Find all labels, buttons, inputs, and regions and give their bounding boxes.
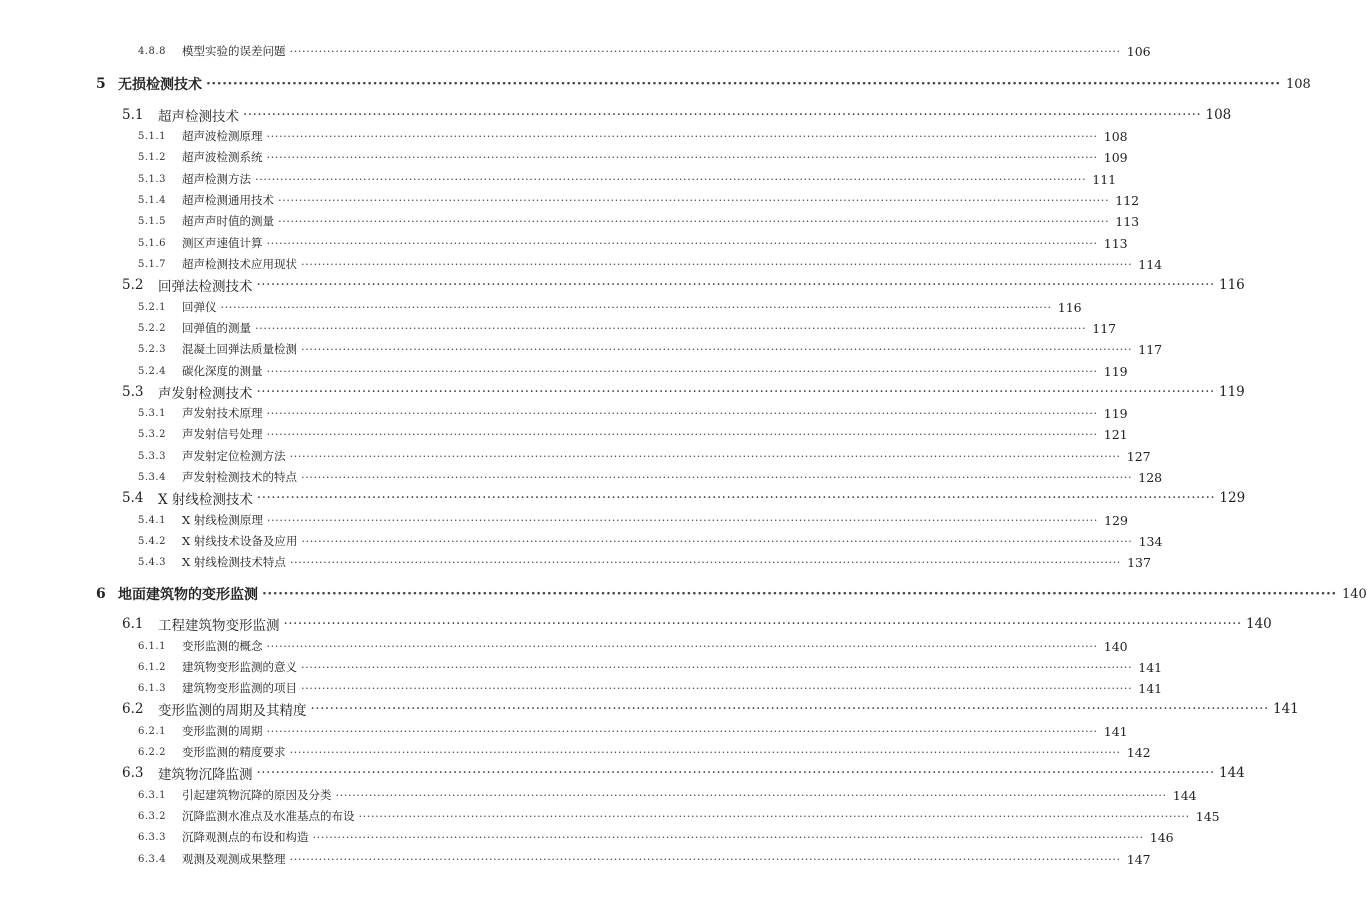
dot-leader: ········································································································································································································ — [266, 236, 1098, 250]
dot-leader: ········································································································································································································ — [289, 745, 1121, 759]
toc-entry-number: 6.3 — [122, 765, 144, 781]
dot-leader: ········································································································································································································ — [358, 809, 1190, 823]
dot-leader: ········································································································································································································ — [256, 490, 1216, 506]
toc-entry-number: 6.3.2 — [138, 810, 166, 822]
toc-entry-title: 引起建筑物沉降的原因及分类 — [182, 788, 332, 802]
toc-entry[interactable] — [138, 635, 1128, 657]
toc-entry-number: 6.3.1 — [138, 789, 166, 801]
toc-entry[interactable] — [138, 40, 1151, 62]
toc-entry[interactable] — [138, 530, 1163, 552]
toc-entry-page: 116 — [1057, 299, 1082, 315]
toc-entry-number: 5.4 — [122, 490, 144, 506]
toc-entry-number: 5.2 — [122, 277, 144, 293]
toc-entry-page: 119 — [1103, 363, 1128, 379]
toc-entry-number: 5.1.2 — [138, 151, 166, 163]
toc-entry-title: 超声检测技术 — [158, 109, 239, 125]
toc-entry-title: 声发射信号处理 — [182, 427, 263, 441]
toc-entry-page: 141 — [1138, 659, 1163, 675]
dot-leader: ········································································································································································································ — [266, 724, 1098, 738]
toc-entry-title: 声发射检测技术的特点 — [182, 470, 297, 484]
toc-entry[interactable] — [138, 125, 1128, 147]
toc-entry-number: 5.4.2 — [138, 535, 166, 547]
toc-entry-page: 113 — [1103, 235, 1128, 251]
dot-leader: ········································································································································································································ — [266, 364, 1098, 378]
toc-entry-page: 129 — [1219, 490, 1246, 506]
toc-entry-number: 6.2 — [122, 701, 144, 717]
toc-entry-number: 6.2.1 — [138, 725, 166, 737]
toc-entry-number: 5.1.4 — [138, 194, 166, 206]
toc-entry-page: 117 — [1092, 320, 1117, 336]
toc-entry[interactable] — [122, 104, 1232, 126]
toc-entry-title: 变形监测的概念 — [182, 639, 263, 653]
toc-entry-number: 5.1 — [122, 107, 144, 123]
toc-entry-title: 沉降监测水准点及水准基点的布设 — [182, 809, 355, 823]
toc-entry-page: 141 — [1138, 680, 1163, 696]
toc-entry-number: 5.3.1 — [138, 407, 166, 419]
toc-entry-title: 无损检测技术 — [118, 77, 202, 93]
dot-leader: ········································································································································································································ — [301, 534, 1133, 548]
toc-entry[interactable] — [138, 402, 1128, 424]
toc-entry-page: 140 — [1341, 586, 1367, 602]
toc-entry-number: 5.4.3 — [138, 556, 166, 568]
toc-entry-page: 116 — [1218, 277, 1245, 293]
toc-entry[interactable] — [138, 445, 1151, 467]
toc-entry-title: 超声检测技术应用现状 — [182, 257, 297, 271]
dot-leader: ········································································································································································································ — [220, 300, 1052, 314]
dot-leader: ········································································································································································································ — [266, 513, 1098, 527]
toc-entry-title: X 射线技术设备及应用 — [182, 534, 298, 548]
toc-entry[interactable] — [138, 805, 1220, 827]
toc-entry-number: 5.2.2 — [138, 322, 166, 334]
toc-entry[interactable] — [122, 381, 1245, 403]
toc-entry-number: 5.1.7 — [138, 258, 166, 270]
dot-leader: ········································································································································································································ — [256, 384, 1215, 400]
toc-entry-number: 6.3.3 — [138, 831, 166, 843]
dot-leader: ········································································································································································································ — [301, 257, 1133, 271]
toc-entry-number: 6.3.4 — [138, 853, 166, 865]
toc-entry[interactable] — [122, 698, 1299, 720]
toc-entry-title: 超声波检测系统 — [182, 150, 263, 164]
toc-entry-title: 混凝土回弹法质量检测 — [182, 342, 297, 356]
toc-entry-page: 141 — [1272, 701, 1299, 717]
toc-entry-page: 111 — [1092, 171, 1117, 187]
dot-leader: ········································································································································································································ — [262, 586, 1337, 602]
toc-entry-page: 108 — [1205, 107, 1232, 123]
toc-entry-number: 6.1.2 — [138, 661, 166, 673]
toc-entry-page: 144 — [1172, 787, 1197, 803]
toc-entry[interactable] — [138, 146, 1128, 168]
toc-entry[interactable] — [138, 826, 1174, 848]
toc-entry[interactable] — [138, 423, 1128, 445]
dot-leader: ········································································································································································································ — [256, 277, 1215, 293]
toc-entry-page: 114 — [1138, 256, 1163, 272]
toc-entry-page: 144 — [1218, 765, 1245, 781]
dot-leader: ········································································································································································································ — [301, 342, 1133, 356]
dot-leader: ········································································································································································································ — [243, 107, 1202, 123]
toc-entry[interactable] — [138, 848, 1151, 870]
toc-entry-title: 声发射检测技术 — [158, 386, 253, 402]
toc-entry[interactable] — [122, 274, 1245, 296]
toc-entry[interactable] — [138, 360, 1128, 382]
dot-leader: ········································································································································································································ — [266, 129, 1098, 143]
dot-leader: ········································································································································································································ — [206, 76, 1281, 92]
dot-leader: ········································································································································································································ — [289, 449, 1121, 463]
toc-entry-page: 113 — [1115, 213, 1140, 229]
toc-entry-number: 5.1.1 — [138, 130, 166, 142]
dot-leader: ········································································································································································································ — [335, 788, 1167, 802]
toc-entry-page: 117 — [1138, 341, 1163, 357]
toc-entry-title: X 射线检测技术 — [158, 492, 253, 508]
toc-entry-number: 5.1.5 — [138, 215, 166, 227]
dot-leader: ········································································································································································································ — [266, 427, 1098, 441]
toc-entry-page: 108 — [1285, 76, 1311, 92]
toc-entry-number: 6.1 — [122, 616, 144, 632]
toc-entry[interactable] — [138, 296, 1082, 318]
toc-entry-page: 128 — [1138, 469, 1163, 485]
toc-entry-title: 地面建筑物的变形监测 — [118, 587, 258, 603]
toc-entry-number: 5.1.3 — [138, 173, 166, 185]
toc-entry[interactable] — [138, 741, 1151, 763]
toc-entry-page: 119 — [1103, 405, 1128, 421]
toc-entry-page: 129 — [1104, 512, 1128, 528]
toc-entry-title: 超声波检测原理 — [182, 129, 263, 143]
toc-entry-title: 碳化深度的测量 — [182, 364, 263, 378]
dot-leader: ········································································································································································································ — [310, 701, 1269, 717]
toc-entry-page: 147 — [1126, 851, 1151, 867]
dot-leader: ········································································································································································································ — [255, 321, 1087, 335]
toc-entry-title: 变形监测的周期 — [182, 724, 263, 738]
toc-entry-number: 5.2.1 — [138, 301, 166, 313]
toc-entry[interactable] — [122, 762, 1245, 784]
toc-entry-page: 112 — [1115, 192, 1140, 208]
toc-entry[interactable] — [138, 466, 1163, 488]
toc-entry-page: 141 — [1103, 723, 1128, 739]
toc-entry-title: 建筑物沉降监测 — [158, 767, 253, 783]
toc-entry-number: 6.1.3 — [138, 682, 166, 694]
toc-entry-page: 142 — [1126, 744, 1151, 760]
toc-entry-page: 140 — [1103, 638, 1128, 654]
toc-entry-number: 5.4.1 — [138, 514, 166, 526]
toc-entry-number: 6 — [96, 586, 106, 602]
toc-entry-page: 145 — [1195, 808, 1220, 824]
dot-leader: ········································································································································································································ — [312, 830, 1144, 844]
toc-entry-title: 变形监测的精度要求 — [182, 745, 286, 759]
dot-leader: ········································································································································································································ — [301, 470, 1133, 484]
toc-entry[interactable] — [138, 168, 1117, 190]
dot-leader: ········································································································································································································ — [278, 214, 1110, 228]
toc-entry-page: 106 — [1126, 43, 1151, 59]
toc-entry-page: 108 — [1103, 128, 1128, 144]
toc-entry[interactable] — [138, 720, 1128, 742]
toc-entry-number: 5.2.3 — [138, 343, 166, 355]
toc-entry[interactable] — [138, 551, 1151, 573]
toc-entry-number: 5.2.4 — [138, 365, 166, 377]
toc-entry-number: 5.3.2 — [138, 428, 166, 440]
toc-entry-page: 140 — [1245, 616, 1272, 632]
dot-leader: ········································································································································································································ — [289, 852, 1121, 866]
toc-entry-title: X 射线检测原理 — [182, 513, 263, 527]
toc-entry-title: 回弹值的测量 — [182, 321, 251, 335]
dot-leader: ········································································································································································································ — [283, 616, 1242, 632]
toc-entry[interactable] — [138, 232, 1128, 254]
toc-entry[interactable] — [122, 487, 1246, 509]
toc-entry-page: 134 — [1138, 533, 1163, 549]
toc-entry-page: 137 — [1127, 554, 1151, 570]
toc-entry[interactable] — [138, 656, 1163, 678]
toc-entry[interactable] — [96, 72, 1311, 96]
toc-entry-page: 109 — [1103, 149, 1128, 165]
toc-entry-number: 6.2.2 — [138, 746, 166, 758]
toc-entry[interactable] — [138, 338, 1163, 360]
toc-entry-title: 声发射定位检测方法 — [182, 449, 286, 463]
toc-entry-title: 测区声速值计算 — [182, 236, 263, 250]
toc-entry[interactable] — [122, 613, 1272, 635]
toc-entry-title: 模型实验的误差问题 — [182, 44, 286, 58]
toc-entry-title: 超声检测通用技术 — [182, 193, 274, 207]
toc-entry-title: 变形监测的周期及其精度 — [158, 703, 307, 719]
dot-leader: ········································································································································································································ — [301, 681, 1133, 695]
toc-entry-title: 工程建筑物变形监测 — [158, 618, 280, 634]
dot-leader: ········································································································································································································ — [256, 765, 1215, 781]
toc-entry-title: 声发射技术原理 — [182, 406, 263, 420]
toc-entry-page: 121 — [1103, 426, 1128, 442]
toc-entry-number: 5.3.4 — [138, 471, 166, 483]
toc-entry-title: 观测及观测成果整理 — [182, 852, 286, 866]
dot-leader: ········································································································································································································ — [266, 406, 1098, 420]
toc-entry-number: 5 — [96, 76, 106, 92]
toc-entry-number: 6.1.1 — [138, 640, 166, 652]
toc-entry[interactable] — [138, 189, 1140, 211]
toc-entry-number: 5.3 — [122, 384, 144, 400]
toc-entry[interactable] — [138, 317, 1117, 339]
toc-entry-number: 5.3.3 — [138, 450, 166, 462]
toc-entry-title: 建筑物变形监测的意义 — [182, 660, 297, 674]
toc-entry[interactable] — [138, 210, 1140, 232]
toc-entry-title: X 射线检测技术特点 — [182, 555, 286, 569]
toc-entry-title: 建筑物变形监测的项目 — [182, 681, 297, 695]
toc-entry[interactable] — [138, 509, 1128, 531]
dot-leader: ········································································································································································································ — [278, 193, 1110, 207]
toc-entry-title: 回弹仪 — [182, 300, 217, 314]
toc-entry-title: 超声声时值的测量 — [182, 214, 274, 228]
toc-entry[interactable] — [138, 677, 1163, 699]
toc-entry-title: 回弹法检测技术 — [158, 279, 253, 295]
toc-entry-number: 4.8.8 — [138, 45, 166, 57]
toc-entry-title: 沉降观测点的布设和构造 — [182, 830, 309, 844]
toc-entry-title: 超声检测方法 — [182, 172, 251, 186]
dot-leader: ········································································································································································································ — [266, 150, 1098, 164]
toc-entry-page: 127 — [1126, 448, 1151, 464]
toc-entry-page: 119 — [1218, 384, 1245, 400]
toc-entry[interactable] — [138, 784, 1197, 806]
dot-leader: ········································································································································································································ — [289, 44, 1121, 58]
toc-entry[interactable] — [96, 582, 1367, 606]
toc-entry[interactable] — [138, 253, 1163, 275]
dot-leader: ········································································································································································································ — [255, 172, 1087, 186]
toc-entry-number: 5.1.6 — [138, 237, 166, 249]
dot-leader: ········································································································································································································ — [289, 555, 1121, 569]
toc-entry-page: 146 — [1149, 829, 1174, 845]
dot-leader: ········································································································································································································ — [301, 660, 1133, 674]
dot-leader: ········································································································································································································ — [266, 639, 1098, 653]
